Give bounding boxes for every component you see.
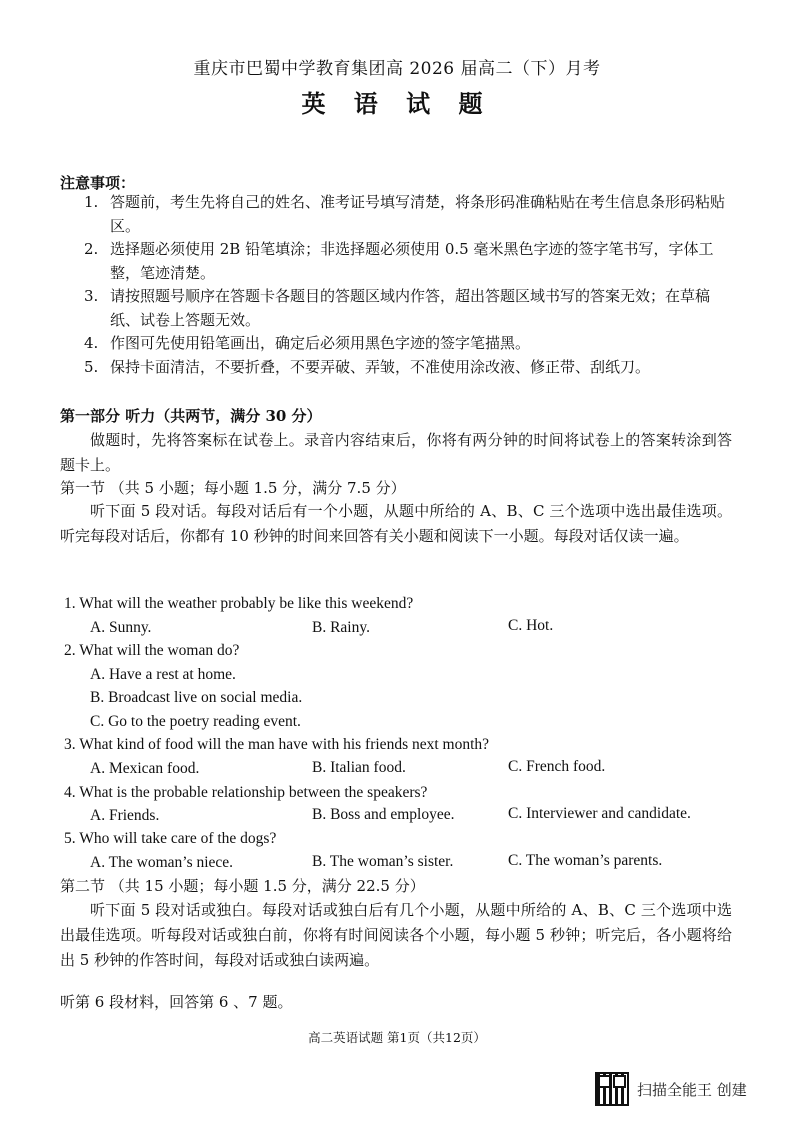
note-item xyxy=(84,285,734,332)
notes-list xyxy=(84,191,734,379)
note-item xyxy=(84,238,734,285)
note-number: 5. xyxy=(84,357,99,376)
question-4: 4. What is the probable relationship between the speakers? xyxy=(64,784,428,801)
question-1: 1. What will the weather probably be like this weekend? xyxy=(64,595,414,612)
note-text: 请按照题号顺序在答题卡各题目的答题区域内作答，超出答题区域书写的答案无效；在草稿纸、试卷上答题无效。 xyxy=(110,287,711,329)
note-item xyxy=(84,356,734,380)
q4-option-a: A. Friends. xyxy=(90,807,160,824)
note-text: 保持卡面清洁，不要折叠，不要弄破、弄皱，不准使用涂改液、修正带、刮纸刀。 xyxy=(110,357,651,376)
part1-intro: 做题时，先将答案标在试卷上。录音内容结束后，你将有两分钟的时间将试卷上的答案转涂到答题卡上。 xyxy=(60,431,732,474)
note-number: 3. xyxy=(84,287,99,305)
section1-heading: 第一节 （共 5 小题；每小题 1.5 分，满分 7.5 分） xyxy=(60,479,406,497)
q2-option-c: C. Go to the poetry reading event. xyxy=(90,713,301,730)
q5-option-c: C. The woman’s parents. xyxy=(508,852,663,869)
exam-school-title: 重庆市巴蜀中学教育集团高 2026 届高二（下）月考 xyxy=(193,59,601,79)
q1-option-b: B. Rainy. xyxy=(312,619,370,636)
note-number: 1. xyxy=(84,193,99,211)
question-2: 2. What will the woman do? xyxy=(64,642,240,659)
q4-option-c: C. Interviewer and candidate. xyxy=(508,805,691,822)
question-3: 3. What kind of food will the man have with his friends next month? xyxy=(64,736,490,753)
note-number: 4. xyxy=(84,334,99,352)
q3-option-b: B. Italian food. xyxy=(312,759,406,776)
question-5: 5. Who will take care of the dogs? xyxy=(64,830,277,847)
q1-option-c: C. Hot. xyxy=(508,617,554,634)
scanner-label: 扫描全能王 创建 xyxy=(637,1080,747,1099)
material-note: 听第 6 段材料，回答第 6 、7 题。 xyxy=(60,993,293,1011)
note-text: 作图可先使用铅笔画出，确定后必须用黑色字迹的签字笔描黑。 xyxy=(110,334,531,352)
part1-heading: 第一部分 听力（共两节，满分 30 分） xyxy=(60,407,322,425)
page-footer: 高二英语试题 第1页（共12页） xyxy=(308,1030,486,1045)
q5-option-b: B. The woman’s sister. xyxy=(312,853,454,870)
q2-option-b: B. Broadcast live on social media. xyxy=(90,689,303,706)
note-text: 答题前，考生先将自己的姓名、准考证号填写清楚，将条形码准确粘贴在考生信息条形码粘贴区。 xyxy=(110,193,726,235)
note-item xyxy=(84,191,734,238)
q3-option-c: C. French food. xyxy=(508,758,606,775)
section1-intro: 听下面 5 段对话。每段对话后有一个小题，从题中所给的 A、B、C 三个选项中选出最佳选项。听完每段对话后，你都有 10 秒钟的时间来回答有关小题和阅读下一小题。每段对话仅读一遍。 xyxy=(60,502,732,545)
q5-option-a: A. The woman’s niece. xyxy=(90,854,234,871)
q2-option-a: A. Have a rest at home. xyxy=(90,666,236,683)
note-item xyxy=(84,332,734,356)
section2-intro: 听下面 5 段对话或独白。每段对话或独白后有几个小题，从题中所给的 A、B、C 三个选项中选出最佳选项。听每段对话或独白前，你将有时间阅读各个小题，每小题 5 秒钟；听完后，各小题将给出 5 秒钟的作答时间，每段对话或独白读两遍。 xyxy=(60,901,732,969)
qr-code-icon xyxy=(595,1072,629,1106)
q3-option-a: A. Mexican food. xyxy=(90,760,200,777)
note-text: 选择题必须使用 2B 铅笔填涂；非选择题必须使用 0.5 毫米黑色字迹的签字笔书写，字体工整，笔迹清楚。 xyxy=(110,240,714,282)
q4-option-b: B. Boss and employee. xyxy=(312,806,455,823)
exam-subject-title: 英 语 试 题 xyxy=(301,89,493,118)
note-number: 2. xyxy=(84,240,99,258)
scanner-watermark xyxy=(595,1072,747,1106)
notes-heading: 注意事项： xyxy=(60,174,136,192)
q1-option-a: A. Sunny. xyxy=(90,619,152,636)
section2-heading: 第二节 （共 15 小题；每小题 1.5 分，满分 22.5 分） xyxy=(60,877,425,895)
